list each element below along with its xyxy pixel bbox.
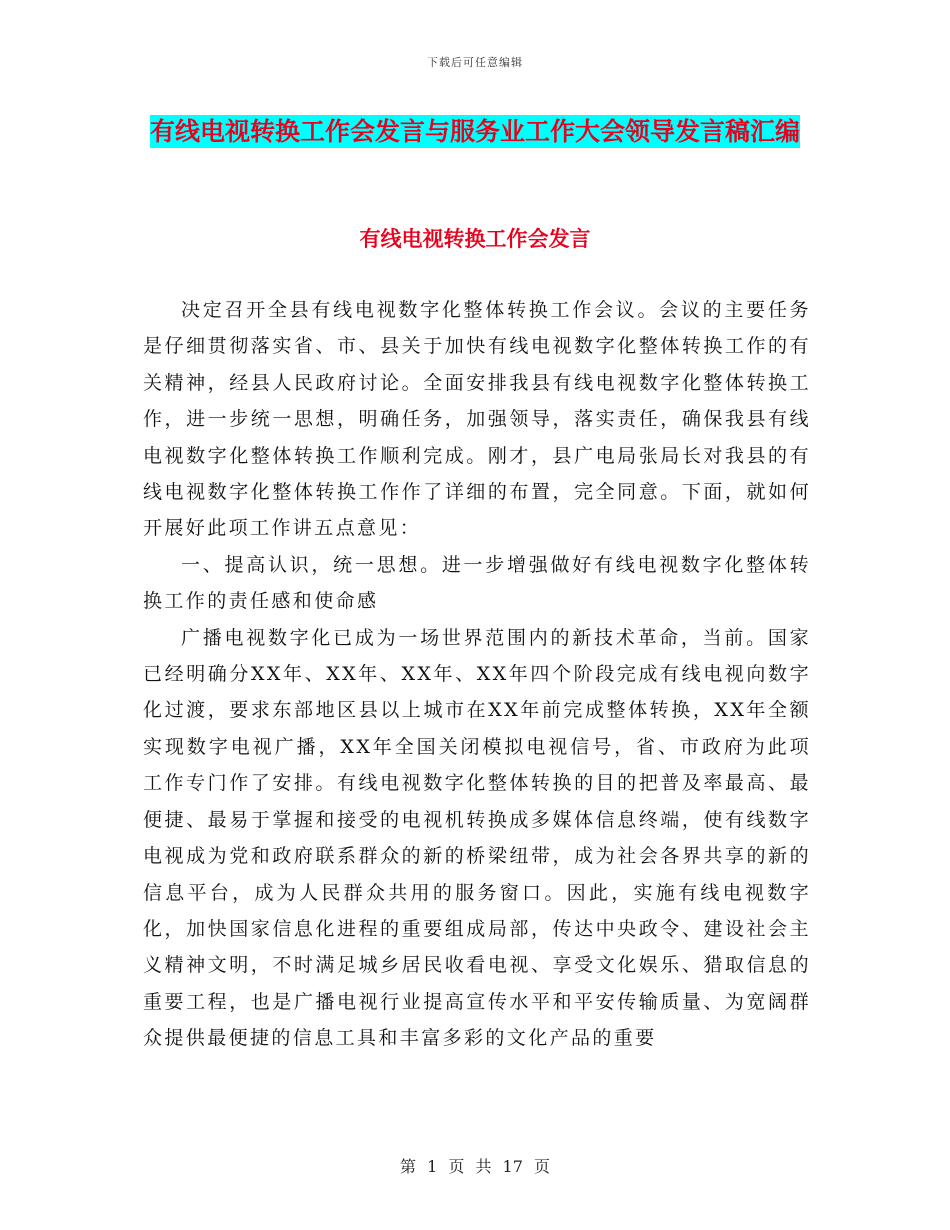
document-title-text: 有线电视转换工作会发言与服务业工作大会领导发言稿汇编 [149,117,800,146]
paragraph: 一、提高认识，统一思想。进一步增强做好有线电视数字化整体转换工作的责任感和使命感 [143,553,811,613]
page-number: 第 1 页 共 17 页 [400,1157,550,1176]
paragraph: 决定召开全县有线电视数字化整体转换工作会议。会议的主要任务是仔细贯彻落实省、市、县关于加快有线电视数字化整体转换工作的有关精神，经县人民政府讨论。全面安排我县有线电视数字化整体转换工作，进一步统一思想，明确任务，加强领导，落实责任，确保我县有线电视数字化整体转换工作顺利完成。刚才，县广电局张局长对我县的有线电视数字化整体转换工作作了详细的布置，完全同意。下面，就如何开展好此项工作讲五点意见： [143,299,811,540]
header-note: 下载后可任意编辑 [427,56,523,69]
document-body [143,292,811,1057]
document-title [140,110,810,154]
section-title: 有线电视转换工作会发言 [359,226,591,251]
paragraph: 广播电视数字化已成为一场世界范围内的新技术革命，当前。国家已经明确分XX年、XX年、XX年、XX年四个阶段完成有线电视向数字化过渡，要求东部地区县以上城市在XX年前完成整体转换，XX年全额实现数字电视广播，XX年全国关闭模拟电视信号，省、市政府为此项工作专门作了安排。有线电视数字化整体转换的目的把普及率最高、最便捷、最易于掌握和接受的电视机转换成多媒体信息终端，使有线数字电视成为党和政府联系群众的新的桥梁纽带，成为社会各界共享的新的信息平台，成为人民群众共用的服务窗口。因此，实施有线电视数字化，加快国家信息化进程的重要组成局部，传达中央政令、建设社会主义精神文明，不时满足城乡居民收看电视、享受文化娱乐、猎取信息的重要工程，也是广播电视行业提高宣传水平和平安传输质量、为宽阔群众提供最便捷的信息工具和丰富多彩的文化产品的重要 [143,626,811,1050]
